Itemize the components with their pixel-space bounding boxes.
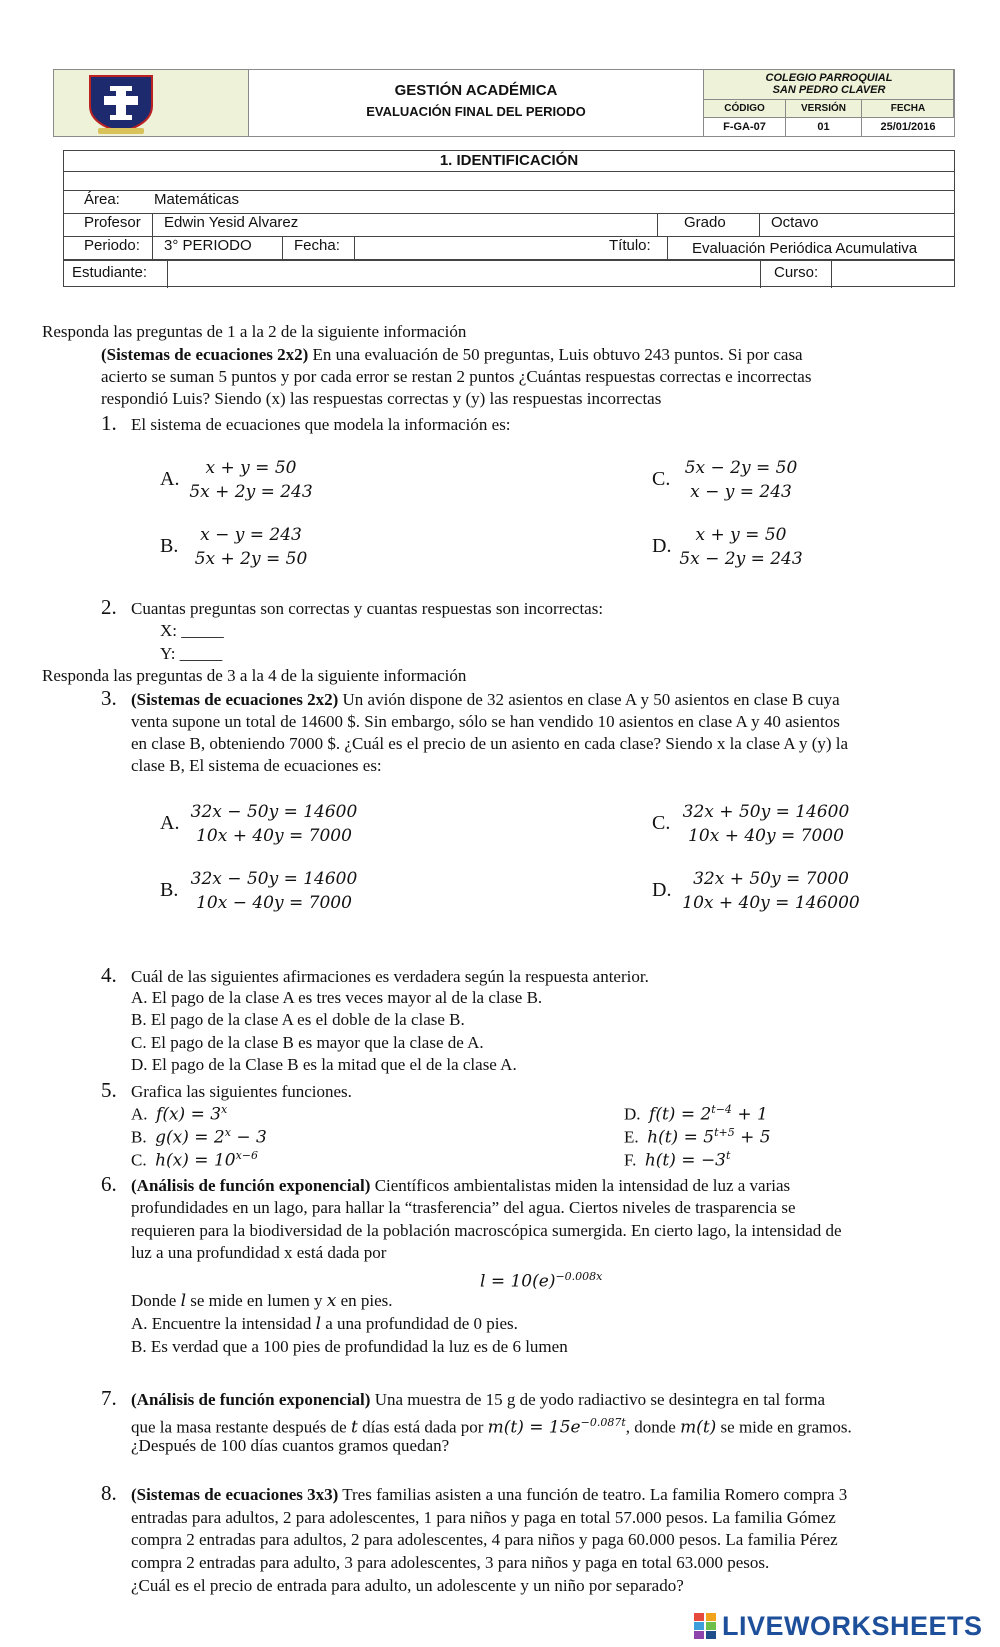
q3-a-eq2: 10x + 40y = 7000 xyxy=(196,826,352,846)
divider xyxy=(64,259,954,261)
q3-d-eq2: 10x + 40y = 146000 xyxy=(682,893,860,913)
q1-d-eq2: 5x − 2y = 243 xyxy=(679,549,803,569)
question-8-topic: (Sistemas de ecuaciones 3x3) xyxy=(131,1485,339,1504)
option-label: B. xyxy=(131,1127,147,1147)
question-6-formula xyxy=(480,1266,602,1293)
question-number: 5. xyxy=(101,1078,117,1102)
question-6-donde xyxy=(131,1290,393,1312)
question-3-line4: clase B, El sistema de ecuaciones es: xyxy=(131,756,382,775)
text: A. Encuentre la intensidad xyxy=(131,1314,316,1333)
question-7-topic: (Análisis de función exponencial) xyxy=(131,1390,371,1409)
q6-part-b: B. Es verdad que a 100 pies de profundidad la luz es de 6 lumen xyxy=(131,1337,568,1356)
function-base: h(t) = 5 xyxy=(647,1127,715,1148)
question-6-line1 xyxy=(131,1175,790,1197)
question-8-line4: compra 2 entradas para adulto, 3 para adolescentes, 3 para niños y paga en total 63.000 pesos. xyxy=(131,1553,770,1572)
q4-option-d[interactable]: D. El pago de la Clase B es la mitad que el de la clase A. xyxy=(131,1055,517,1074)
formula-base: l = 10(e) xyxy=(480,1271,556,1292)
question-number: 8. xyxy=(101,1481,117,1505)
question-4-text: Cuál de las siguientes afirmaciones es verdadera según la respuesta anterior. xyxy=(131,967,649,986)
version-header: VERSIÓN xyxy=(786,100,862,117)
question-8-text: Tres familias asisten a una función de teatro. La familia Romero compra 3 xyxy=(338,1485,848,1504)
question-number: 7. xyxy=(101,1386,117,1410)
text: que la masa restante después de xyxy=(131,1417,351,1437)
text: en pies. xyxy=(336,1291,393,1310)
area-value: Matemáticas xyxy=(154,191,240,208)
context-1-text: En una evaluación de 50 preguntas, Luis obtuvo 243 puntos. Si por casa xyxy=(308,345,803,364)
header-title: GESTIÓN ACADÉMICA xyxy=(394,82,558,99)
q1-option-label: B. xyxy=(160,535,179,557)
divider xyxy=(831,259,832,288)
fecha-label: Fecha: xyxy=(294,237,340,254)
function-base: f(x) = 3 xyxy=(156,1104,222,1125)
divider xyxy=(152,236,153,259)
q1-option-label: C. xyxy=(652,468,671,490)
question-7-text: Una muestra de 15 g de yodo radiactivo se desintegra en tal forma xyxy=(370,1390,826,1409)
question-8-line2: entradas para adultos, 2 para adolescentes, 1 para niños y paga en total 57.000 pesos. La familia Gómez xyxy=(131,1508,836,1527)
q5-option-c xyxy=(131,1149,258,1171)
context-1-topic: (Sistemas de ecuaciones 2x2) xyxy=(101,345,309,364)
q1-option-label: A. xyxy=(160,468,180,490)
q4-option-c[interactable]: C. El pago de la clase B es mayor que la clase de A. xyxy=(131,1033,484,1052)
question-7-line1 xyxy=(131,1389,825,1411)
school-crest-icon xyxy=(84,72,158,134)
divider xyxy=(759,213,760,236)
divider xyxy=(282,236,283,259)
profesor-label: Profesor xyxy=(84,214,141,231)
meta-values-row xyxy=(704,118,954,136)
q3-option-label: A. xyxy=(160,812,180,834)
identification-title: 1. IDENTIFICACIÓN xyxy=(439,152,579,169)
answer-y-blank[interactable]: Y: _____ xyxy=(160,644,223,663)
context-1-line1 xyxy=(101,344,803,366)
header-meta xyxy=(704,70,954,136)
header-subtitle: EVALUACIÓN FINAL DEL PERIODO xyxy=(366,104,586,119)
grado-label: Grado xyxy=(684,214,726,231)
function-tail: − 3 xyxy=(230,1127,267,1148)
q5-option-e xyxy=(624,1126,771,1148)
question-number: 6. xyxy=(101,1172,117,1196)
document-header xyxy=(53,69,955,137)
liveworksheets-text: LIVEWORKSHEETS xyxy=(722,1610,983,1641)
codigo-value: F-GA-07 xyxy=(704,118,786,136)
question-6-text: Científicos ambientalistas miden la intensidad de luz a varias xyxy=(370,1176,791,1195)
question-6-line3: requieren para la biodiversidad de la población macroscópica sumergida. En cierto lago, la intensidad de xyxy=(131,1221,842,1240)
var-l: l xyxy=(180,1291,187,1311)
periodo-value: 3° PERIODO xyxy=(164,237,252,254)
divider xyxy=(152,213,153,236)
question-number: 4. xyxy=(101,963,117,987)
question-3-line1 xyxy=(131,689,840,711)
option-label: A. xyxy=(131,1104,148,1124)
question-6-line2: profundidades en un lago, para hallar la “trasferencia” del agua. Ciertos niveles de trasparencia se xyxy=(131,1198,796,1217)
option-label: C. xyxy=(131,1150,147,1170)
function-base: f(t) = 2 xyxy=(649,1104,712,1125)
question-6-topic: (Análisis de función exponencial) xyxy=(131,1176,371,1195)
question-8-line3: compra 2 entradas para adultos, 2 para adolescentes, 4 para niños y paga 60.000 pesos. La familia Pérez xyxy=(131,1530,838,1549)
divider xyxy=(667,236,668,259)
titulo-value: Evaluación Periódica Acumulativa xyxy=(692,240,918,257)
fecha-header: FECHA xyxy=(890,103,926,114)
function-exponent: x xyxy=(221,1103,228,1116)
periodo-label: Periodo: xyxy=(84,237,140,254)
q1-c-eq1: 5x − 2y = 50 xyxy=(684,458,798,478)
q3-option-label: C. xyxy=(652,812,671,834)
question-3-topic: (Sistemas de ecuaciones 2x2) xyxy=(131,690,339,709)
intro-2: Responda las preguntas de 3 a la 4 de la siguiente información xyxy=(42,666,467,685)
question-3-line2: venta supone un total de 14600 $. Sin embargo, sólo se han vendido 10 asientos en clase A y 40 asientos xyxy=(131,712,840,731)
question-number: 2. xyxy=(101,595,117,619)
school-logo-cell xyxy=(54,70,249,136)
context-1-line3: respondió Luis? Siendo (x) las respuestas correctas y (y) las respuestas incorrectas xyxy=(101,389,662,408)
curso-label: Curso: xyxy=(774,264,819,281)
answer-x-blank[interactable]: X: _____ xyxy=(160,621,224,640)
function-exponent: x xyxy=(224,1126,231,1139)
question-3-line3: en clase B, obteniendo 7000 $. ¿Cuál es el precio de un asiento en cada clase? Siendo x la clase A y (y) la xyxy=(131,734,849,753)
text: se mide en lumen y xyxy=(186,1291,327,1310)
context-1-line2: acierto se suman 5 puntos y por cada error se restan 2 puntos ¿Cuántas respuestas correctas e incorrectas xyxy=(101,367,812,386)
text: días está dada por xyxy=(357,1417,488,1437)
formula-exponent: −0.008x xyxy=(555,1270,603,1283)
estudiante-label: Estudiante: xyxy=(72,264,148,281)
curso-input[interactable] xyxy=(834,262,952,284)
q3-c-eq2: 10x + 40y = 7000 xyxy=(688,826,844,846)
q4-option-a[interactable]: A. El pago de la clase A es tres veces mayor al de la clase B. xyxy=(131,988,543,1007)
var-m: m(t) xyxy=(680,1417,717,1438)
liveworksheets-logo xyxy=(694,1611,983,1641)
divider xyxy=(354,236,355,259)
formula-exponent: −0.087t xyxy=(580,1416,626,1429)
formula-base: m(t) = 15e xyxy=(487,1417,581,1438)
q1-a-eq1: x + y = 50 xyxy=(205,458,297,478)
q1-c-eq2: x − y = 243 xyxy=(690,482,792,502)
question-2-text: Cuantas preguntas son correctas y cuantas respuestas son incorrectas: xyxy=(131,599,604,618)
grado-value: Octavo xyxy=(771,214,819,231)
divider xyxy=(760,259,761,288)
var-x: x xyxy=(326,1291,337,1311)
q3-d-eq1: 32x + 50y = 7000 xyxy=(693,869,849,889)
question-number: 1. xyxy=(101,411,117,435)
identification-table xyxy=(63,150,955,287)
q3-c-eq1: 32x + 50y = 14600 xyxy=(682,802,850,822)
fecha-input[interactable] xyxy=(356,237,596,257)
header-title-cell xyxy=(249,70,704,136)
q5-option-d xyxy=(624,1103,768,1125)
function-tail: + 1 xyxy=(731,1104,768,1125)
option-label: E. xyxy=(624,1127,639,1147)
question-1-text: El sistema de ecuaciones que modela la información es: xyxy=(131,415,511,434)
intro-1: Responda las preguntas de 1 a la 2 de la siguiente información xyxy=(42,322,467,341)
school-name-line1: COLEGIO PARROQUIAL xyxy=(765,72,893,84)
function-base: h(x) = 10 xyxy=(155,1150,236,1171)
function-exponent: x−6 xyxy=(235,1149,258,1162)
option-label: F. xyxy=(624,1150,637,1170)
q1-option-label: D. xyxy=(652,535,672,557)
q3-b-eq1: 32x − 50y = 14600 xyxy=(190,869,358,889)
q3-b-eq2: 10x − 40y = 7000 xyxy=(196,893,352,913)
question-5-text: Grafica las siguientes funciones. xyxy=(131,1082,352,1101)
option-label: D. xyxy=(624,1104,641,1124)
meta-headers-row xyxy=(704,100,954,118)
var-t: t xyxy=(350,1417,358,1438)
divider xyxy=(64,171,954,172)
question-3-text: Un avión dispone de 32 asientos en clase A y 50 asientos en clase B cuya xyxy=(338,690,840,709)
q3-option-label: D. xyxy=(652,879,672,901)
text: se mide en gramos. xyxy=(716,1417,852,1437)
q1-a-eq2: 5x + 2y = 243 xyxy=(189,482,313,502)
q5-option-b xyxy=(131,1126,267,1148)
school-name-line2: SAN PEDRO CLAVER xyxy=(772,84,886,96)
q1-d-eq1: x + y = 50 xyxy=(695,525,787,545)
question-8-line5: ¿Cuál es el precio de entrada para adulto, un adolescente y un niño por separado? xyxy=(131,1576,684,1595)
school-name xyxy=(704,70,954,100)
codigo-header: CÓDIGO xyxy=(704,100,786,117)
q5-option-a xyxy=(131,1103,227,1125)
function-base: h(t) = −3 xyxy=(644,1150,727,1171)
text: a una profundidad de 0 pies. xyxy=(321,1314,518,1333)
q5-option-f xyxy=(624,1149,730,1171)
q4-option-b[interactable]: B. El pago de la clase A es el doble de la clase B. xyxy=(131,1010,465,1029)
function-exponent: t+5 xyxy=(714,1126,735,1139)
q1-b-eq1: x − y = 243 xyxy=(200,525,302,545)
profesor-value: Edwin Yesid Alvarez xyxy=(164,214,299,231)
divider xyxy=(167,259,168,288)
q1-b-eq2: 5x + 2y = 50 xyxy=(194,549,308,569)
question-number: 3. xyxy=(101,686,117,710)
q3-option-label: B. xyxy=(160,879,179,901)
text: , donde xyxy=(625,1417,681,1437)
var-l: l xyxy=(315,1314,322,1334)
function-exponent: t−4 xyxy=(711,1103,732,1116)
titulo-label: Título: xyxy=(609,237,651,254)
q3-a-eq1: 32x − 50y = 14600 xyxy=(190,802,358,822)
function-exponent: t xyxy=(726,1149,731,1162)
divider xyxy=(657,213,658,236)
function-tail: + 5 xyxy=(734,1127,771,1148)
liveworksheets-icon xyxy=(694,1613,718,1639)
version-value: 01 xyxy=(786,118,862,136)
q6-part-a xyxy=(131,1313,518,1335)
question-7-line3: ¿Después de 100 días cuantos gramos quedan? xyxy=(131,1436,450,1455)
question-6-line4: luz a una profundidad x está dada por xyxy=(131,1243,387,1262)
estudiante-input[interactable] xyxy=(170,262,760,284)
fecha-value: 25/01/2016 xyxy=(880,121,936,133)
area-label: Área: xyxy=(84,191,120,208)
function-base: g(x) = 2 xyxy=(155,1127,225,1148)
question-8-line1 xyxy=(131,1484,847,1506)
text: Donde xyxy=(131,1291,181,1310)
